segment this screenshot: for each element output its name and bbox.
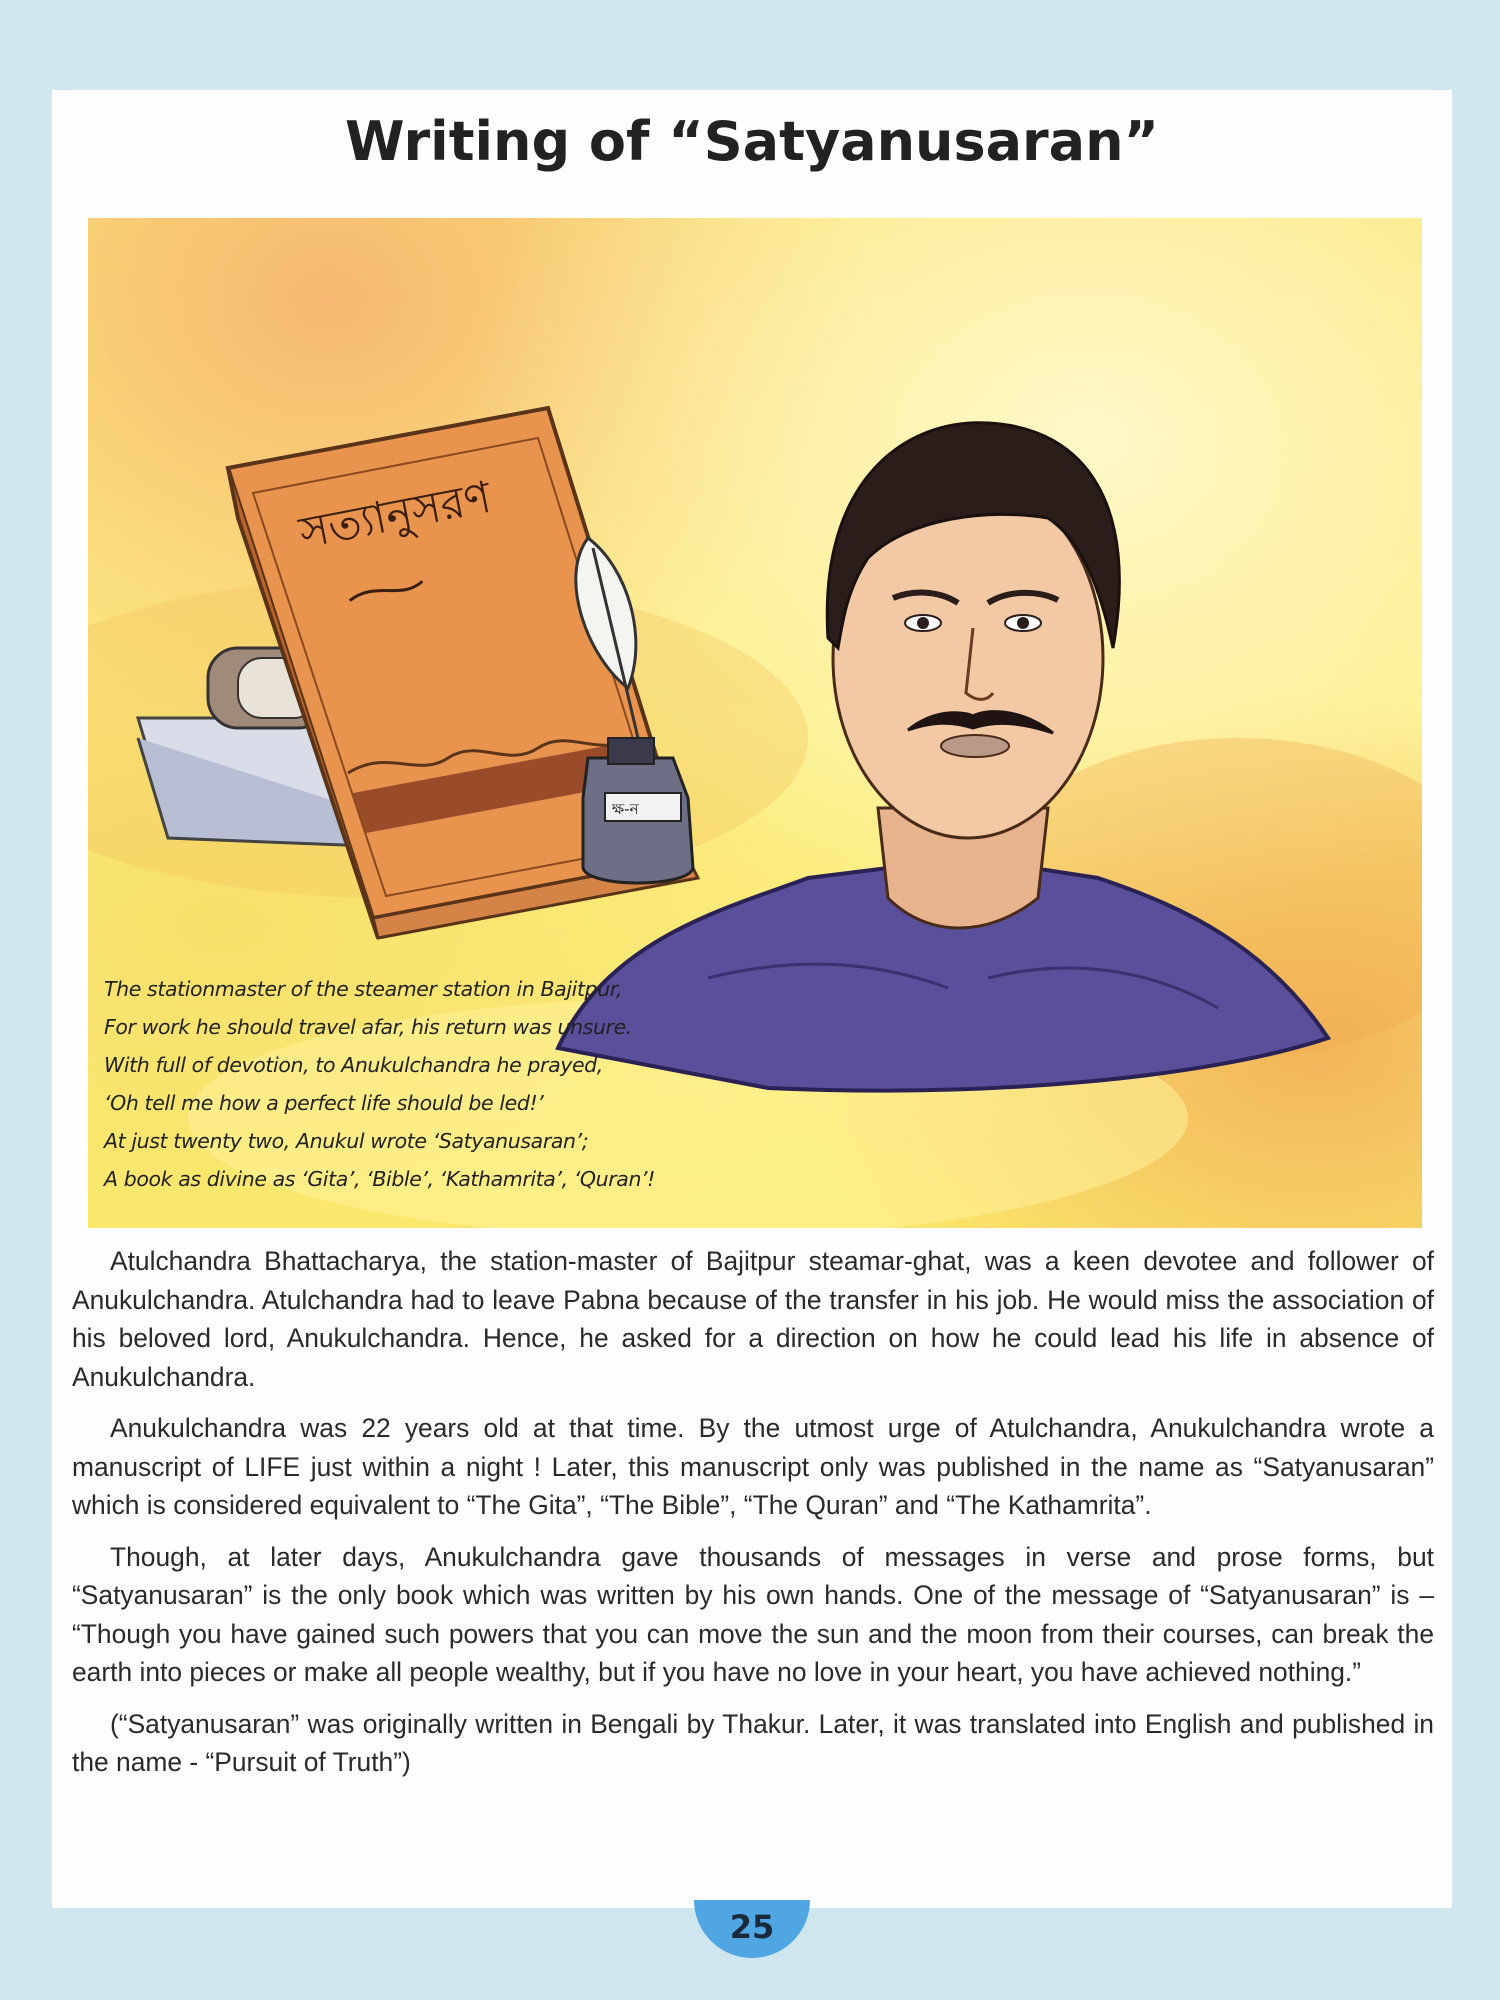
poem-line: A book as divine as ‘Gita’, ‘Bible’, ‘Kathamrita’, ‘Quran’! [104, 1167, 655, 1191]
inkpot-label: ক্ষ-ন [612, 800, 639, 818]
page-title: Writing of “Satyanusaran” [344, 110, 1160, 173]
paragraph: Anukulchandra was 22 years old at that time. By the utmost urge of Atulchandra, Anukulchandra wrote a manuscript of LIFE just within a night ! Later, this manuscript only was published in the name as “Satyanusaran” which is considered equivalent to “The Gita”, “The Bible”, “The Quran” and “The Kathamrita”. [72, 1413, 1434, 1520]
poem [104, 970, 744, 1198]
poem-line: ‘Oh tell me how a perfect life should be led!’ [104, 1091, 544, 1115]
book-cover-text: সত্যানুসরণ [295, 471, 496, 559]
poem-line: The stationmaster of the steamer station in Bajitpur, [104, 977, 623, 1001]
paragraph: (“Satyanusaran” was originally written in Bengali by Thakur. Later, it was translated into English and published in the name - “Pursuit of Truth”) [72, 1708, 1434, 1777]
poem-line: For work he should travel afar, his return was unsure. [104, 1015, 632, 1039]
body-text [72, 1242, 1434, 1795]
paragraph: Though, at later days, Anukulchandra gave thousands of messages in verse and prose forms, but “Satyanusaran” is the only book which was written by his own hands. One of the message of “Satyanusaran” is – “Though you have gained such powers that you can move the sun and the moon from their courses, can break the earth into pieces or make all people wealthy, but if you have no love in your heart, you have achieved nothing.” [72, 1541, 1434, 1687]
poem-line: At just twenty two, Anukul wrote ‘Satyanusaran’; [104, 1129, 589, 1153]
page-number: 25 [694, 1900, 810, 1958]
paragraph: Atulchandra Bhattacharya, the station-master of Bajitpur steamar-ghat, was a keen devotee and follower of Anukulchandra. Atulchandra had to leave Pabna because of the transfer in his job. He would miss the association of his beloved lord, Anukulchandra. Hence, he asked for a direction on how he could lead his life in absence of Anukulchandra. [72, 1246, 1434, 1392]
book-page [52, 90, 1452, 1908]
illustration [88, 218, 1422, 1228]
poem-line: With full of devotion, to Anukulchandra he prayed, [104, 1053, 603, 1077]
